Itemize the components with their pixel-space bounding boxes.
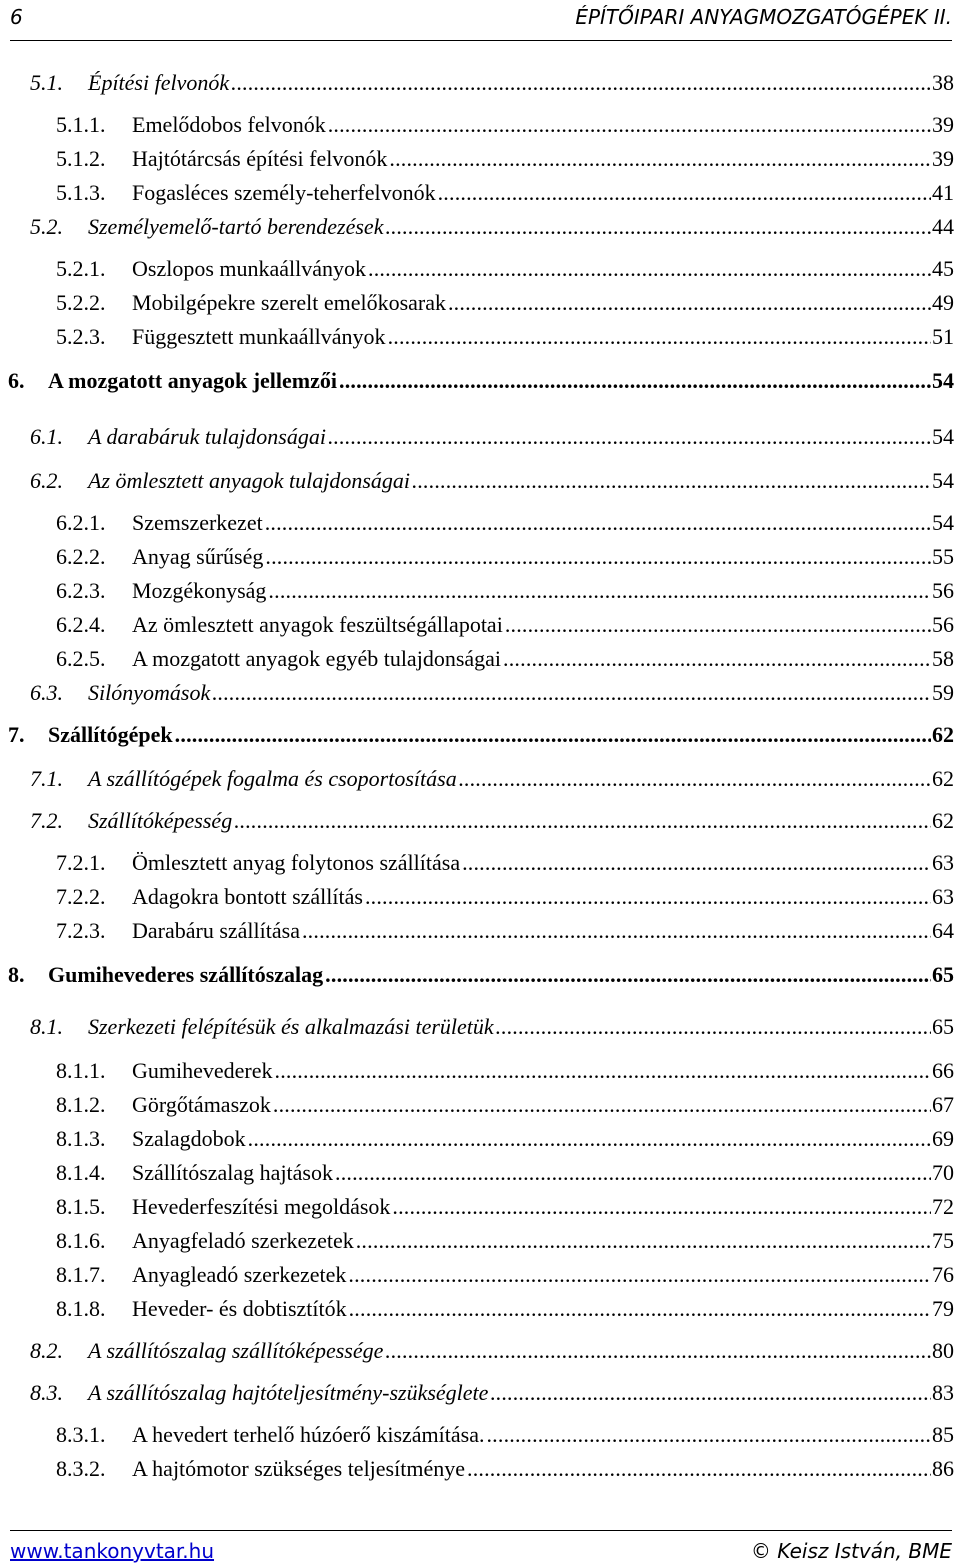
dot-leader (448, 288, 931, 318)
toc-entry-leader-line (132, 1192, 954, 1222)
toc-entry[interactable] (0, 1378, 960, 1408)
toc-entry-title: Az ömlesztett anyagok tulajdonságai (88, 468, 411, 493)
toc-entry-title: Hajtótárcsás építési felvonók (132, 146, 388, 171)
toc-entry-leader-line (132, 322, 954, 352)
toc-entry[interactable] (0, 1420, 960, 1450)
toc-entry-page: 55 (932, 544, 954, 569)
dot-leader (268, 576, 931, 606)
toc-entry-title: Anyagfeladó szerkezetek (132, 1228, 354, 1253)
dot-leader (412, 466, 931, 496)
toc-entry-page: 62 (932, 808, 954, 833)
toc-entry-title: Görgőtámaszok (132, 1092, 271, 1117)
toc-entry[interactable] (0, 178, 960, 208)
toc-entry-title: A hajtómotor szükséges teljesítménye (132, 1456, 465, 1481)
toc-entry-number: 7. (8, 722, 25, 747)
toc-entry-leader-line (132, 1294, 954, 1324)
toc-entry-leader-line (132, 1454, 954, 1484)
toc-entry-number: 6.2.5. (56, 646, 106, 671)
toc-entry-title: Mozgékonyság (132, 578, 267, 603)
toc-entry-number: 8. (8, 962, 25, 987)
toc-entry-leader-line (132, 848, 954, 878)
toc-entry-title: Oszlopos munkaállványok (132, 256, 367, 281)
page-number: 6 (10, 5, 23, 29)
toc-entry-title: A mozgatott anyagok egyéb tulajdonságai (132, 646, 502, 671)
toc-entry-page: 44 (932, 214, 954, 239)
toc-entry-page: 54 (932, 510, 954, 535)
dot-leader (339, 366, 931, 396)
toc-entry-leader-line (132, 542, 954, 572)
toc-entry-page: 66 (932, 1058, 954, 1083)
toc-entry-title: Silónyomások (88, 680, 211, 705)
toc-entry-number: 8.2. (30, 1338, 63, 1363)
dot-leader (356, 1226, 931, 1256)
toc-entry-leader-line (132, 1090, 954, 1120)
toc-entry-leader-line (132, 1260, 954, 1290)
toc-entry-leader-line (132, 288, 954, 318)
toc-entry-number: 8.1.1. (56, 1058, 106, 1083)
toc-entry-page: 72 (932, 1194, 954, 1219)
toc-entry[interactable] (0, 1192, 960, 1222)
toc-entry[interactable] (0, 764, 960, 794)
dot-leader (302, 916, 931, 946)
toc-entry[interactable] (0, 610, 960, 640)
toc-entry-title: Szerkezeti felépítésük és alkalmazási területük (88, 1014, 494, 1039)
toc-entry[interactable] (0, 212, 960, 242)
toc-entry[interactable] (0, 68, 960, 98)
toc-entry-leader-line (48, 960, 954, 990)
dot-leader (275, 1056, 932, 1086)
toc-entry-leader-line (132, 178, 954, 208)
toc-entry-number: 8.3.2. (56, 1456, 106, 1481)
toc-entry-leader-line (132, 1420, 954, 1450)
toc-entry-title: Darabáru szállítása (132, 918, 300, 943)
toc-entry-number: 7.2.2. (56, 884, 106, 909)
dot-leader (496, 1012, 931, 1042)
toc-entry[interactable] (0, 916, 960, 946)
toc-entry-title: Emelődobos felvonók (132, 112, 326, 137)
dot-leader (335, 1158, 931, 1188)
toc-entry-leader-line (132, 916, 954, 946)
toc-entry-number: 5.2.2. (56, 290, 106, 315)
toc-entry-page: 86 (932, 1456, 954, 1481)
toc-entry-number: 5.1. (30, 70, 63, 95)
toc-entry-page: 83 (932, 1380, 954, 1405)
toc-entry[interactable] (0, 144, 960, 174)
dot-leader (385, 1336, 931, 1366)
toc-entry-leader-line (88, 678, 954, 708)
dot-leader (231, 68, 931, 98)
toc-entry-number: 8.1.6. (56, 1228, 106, 1253)
dot-leader (505, 610, 931, 640)
dot-leader (467, 1454, 931, 1484)
toc-entry-page: 56 (932, 578, 954, 603)
dot-leader (328, 422, 931, 452)
toc-entry-leader-line (48, 366, 954, 396)
toc-entry-title: Anyagleadó szerkezetek (132, 1262, 347, 1287)
toc-entry-title: Szállítószalag hajtások (132, 1160, 333, 1185)
toc-entry-page: 70 (932, 1160, 954, 1185)
toc-entry-page: 80 (932, 1338, 954, 1363)
toc-entry-page: 41 (932, 180, 954, 205)
toc-entry[interactable] (0, 882, 960, 912)
toc-entry[interactable] (0, 1260, 960, 1290)
dot-leader (459, 764, 931, 794)
toc-entry[interactable] (0, 542, 960, 572)
toc-entry-title: A hevedert terhelő húzóerő kiszámítása. (132, 1422, 485, 1447)
toc-entry-leader-line (132, 644, 954, 674)
toc-entry-leader-line (48, 720, 954, 750)
toc-entry-number: 6.2.4. (56, 612, 106, 637)
toc-entry-leader-line (132, 1056, 954, 1086)
dot-leader (348, 1260, 931, 1290)
toc-entry-title: A szállítószalag szállítóképessége (88, 1338, 384, 1363)
toc-entry-number: 5.1.2. (56, 146, 106, 171)
dot-leader (438, 178, 931, 208)
running-title: ÉPÍTŐIPARI ANYAGMOZGATÓGÉPEK II. (575, 5, 952, 29)
dot-leader (175, 720, 931, 750)
toc-entry-number: 7.2.1. (56, 850, 106, 875)
toc-entry-page: 65 (932, 1014, 954, 1039)
dot-leader (212, 678, 931, 708)
toc-entry-number: 7.2. (30, 808, 63, 833)
toc-entry[interactable] (0, 322, 960, 352)
toc-entry[interactable] (0, 466, 960, 496)
copyright-notice: © Keisz István, BME (750, 1539, 952, 1563)
dot-leader (486, 1420, 931, 1450)
dot-leader (503, 644, 931, 674)
toc-entry-leader-line (132, 144, 954, 174)
toc-entry-leader-line (132, 110, 954, 140)
toc-entry-page: 39 (932, 146, 954, 171)
toc-entry[interactable] (0, 720, 960, 750)
toc-entry-leader-line (132, 1124, 954, 1154)
toc-entry-number: 6.2.3. (56, 578, 106, 603)
toc-entry[interactable] (0, 576, 960, 606)
toc-entry-page: 56 (932, 612, 954, 637)
toc-entry-number: 5.1.1. (56, 112, 106, 137)
toc-entry-number: 8.1.3. (56, 1126, 106, 1151)
dot-leader (349, 1294, 931, 1324)
toc-entry[interactable] (0, 1012, 960, 1042)
toc-entry-number: 6.2. (30, 468, 63, 493)
toc-entry-page: 59 (932, 680, 954, 705)
toc-entry-number: 8.1.8. (56, 1296, 106, 1321)
toc-entry-page: 85 (932, 1422, 954, 1447)
toc-entry-page: 51 (932, 324, 954, 349)
toc-entry-leader-line (88, 422, 954, 452)
toc-entry[interactable] (0, 1056, 960, 1086)
toc-entry-number: 8.1. (30, 1014, 63, 1039)
dot-leader (265, 542, 931, 572)
toc-entry[interactable] (0, 678, 960, 708)
toc-entry-page: 63 (932, 884, 954, 909)
toc-entry-number: 5.1.3. (56, 180, 106, 205)
toc-entry-title: Ömlesztett anyag folytonos szállítása (132, 850, 461, 875)
toc-entry-number: 7.2.3. (56, 918, 106, 943)
toc-entry-number: 6.2.1. (56, 510, 106, 535)
website-link[interactable]: www.tankonyvtar.hu (10, 1539, 215, 1563)
toc-entry-number: 8.1.2. (56, 1092, 106, 1117)
toc-entry-title: Anyag sűrűség (132, 544, 264, 569)
toc-entry-title: Heveder- és dobtisztítók (132, 1296, 347, 1321)
dot-leader (462, 848, 931, 878)
toc-entry-page: 69 (932, 1126, 954, 1151)
toc-entry[interactable] (0, 960, 960, 990)
toc-entry-page: 58 (932, 646, 954, 671)
toc-entry-number: 8.1.7. (56, 1262, 106, 1287)
dot-leader (389, 144, 931, 174)
toc-entry-title: A szállítógépek fogalma és csoportosítása (88, 766, 457, 791)
toc-entry-page: 75 (932, 1228, 954, 1253)
dot-leader (325, 960, 931, 990)
dot-leader (385, 212, 931, 242)
toc-entry-number: 7.1. (30, 766, 63, 791)
toc-entry-title: Az ömlesztett anyagok feszültségállapotai (132, 612, 503, 637)
toc-entry-title: Szállítóképesség (88, 808, 233, 833)
toc-entry-title: Függesztett munkaállványok (132, 324, 386, 349)
toc-entry-title: Mobilgépekre szerelt emelőkosarak (132, 290, 446, 315)
toc-entry[interactable] (0, 1294, 960, 1324)
toc-entry-leader-line (132, 254, 954, 284)
toc-entry-number: 6.1. (30, 424, 63, 449)
toc-entry-page: 79 (932, 1296, 954, 1321)
toc-entry-page: 54 (932, 468, 954, 493)
toc-entry-number: 5.2.1. (56, 256, 106, 281)
toc-entry[interactable] (0, 1454, 960, 1484)
dot-leader (368, 254, 931, 284)
dot-leader (328, 110, 931, 140)
toc-entry-title: Szemszerkezet (132, 510, 263, 535)
toc-entry-title: Hevederfeszítési megoldások (132, 1194, 391, 1219)
dot-leader (234, 806, 931, 836)
toc-entry-page: 62 (932, 722, 954, 747)
toc-entry-leader-line (88, 466, 954, 496)
toc-entry[interactable] (0, 1158, 960, 1188)
toc-entry-leader-line (88, 1336, 954, 1366)
toc-entry[interactable] (0, 1124, 960, 1154)
toc-entry-page: 54 (932, 424, 954, 449)
toc-entry[interactable] (0, 1336, 960, 1366)
toc-entry-page: 49 (932, 290, 954, 315)
toc-entry-page: 63 (932, 850, 954, 875)
toc-entry-leader-line (132, 882, 954, 912)
toc-entry-title: Személyemelő-tartó berendezések (88, 214, 384, 239)
toc-entry-page: 67 (932, 1092, 954, 1117)
dot-leader (365, 882, 931, 912)
toc-entry-leader-line (132, 576, 954, 606)
dot-leader (265, 508, 931, 538)
toc-entry-title: Gumihevederes szállítószalag (48, 962, 324, 987)
toc-entry-number: 8.3.1. (56, 1422, 106, 1447)
toc-entry-leader-line (88, 806, 954, 836)
toc-entry-page: 38 (932, 70, 954, 95)
toc-entry-number: 5.2.3. (56, 324, 106, 349)
toc-entry-page: 65 (932, 962, 954, 987)
toc-entry-leader-line (88, 212, 954, 242)
toc-entry-page: 64 (932, 918, 954, 943)
toc-entry[interactable] (0, 254, 960, 284)
toc-entry-leader-line (88, 68, 954, 98)
toc-entry-title: Gumihevederek (132, 1058, 273, 1083)
toc-entry[interactable] (0, 422, 960, 452)
toc-entry-number: 8.3. (30, 1380, 63, 1405)
toc-entry[interactable] (0, 1226, 960, 1256)
toc-entry-title: Fogasléces személy-teherfelvonók (132, 180, 436, 205)
toc-entry-page: 54 (932, 368, 954, 393)
toc-entry-title: Adagokra bontott szállítás (132, 884, 363, 909)
toc-entry-number: 6.3. (30, 680, 63, 705)
page-footer (10, 1530, 952, 1567)
toc-entry-page: 76 (932, 1262, 954, 1287)
toc-entry[interactable] (0, 508, 960, 538)
toc-entry-number: 6. (8, 368, 25, 393)
toc-entry-leader-line (88, 764, 954, 794)
toc-entry-title: A szállítószalag hajtóteljesítmény-szükséglete (88, 1380, 489, 1405)
toc-entry-number: 5.2. (30, 214, 63, 239)
toc-entry-number: 6.2.2. (56, 544, 106, 569)
dot-leader (388, 322, 931, 352)
toc-entry-leader-line (88, 1012, 954, 1042)
toc-entry-leader-line (88, 1378, 954, 1408)
toc-entry-title: A darabáruk tulajdonságai (88, 424, 326, 449)
toc-entry-number: 8.1.5. (56, 1194, 106, 1219)
toc-entry-title: A mozgatott anyagok jellemzői (48, 368, 337, 393)
toc-entry[interactable] (0, 806, 960, 836)
toc-entry-page: 45 (932, 256, 954, 281)
toc-entry-leader-line (132, 1226, 954, 1256)
toc-entry-title: Szalagdobok (132, 1126, 246, 1151)
toc-entry-leader-line (132, 1158, 954, 1188)
toc-entry-page: 62 (932, 766, 954, 791)
toc-entry-leader-line (132, 508, 954, 538)
dot-leader (490, 1378, 931, 1408)
toc-entry[interactable] (0, 366, 960, 396)
toc-entry[interactable] (0, 1090, 960, 1120)
toc-entry[interactable] (0, 644, 960, 674)
toc-entry[interactable] (0, 848, 960, 878)
toc-entry[interactable] (0, 110, 960, 140)
toc-entry[interactable] (0, 288, 960, 318)
dot-leader (392, 1192, 931, 1222)
toc-entry-title: Építési felvonók (88, 70, 230, 95)
toc-entry-number: 8.1.4. (56, 1160, 106, 1185)
toc-entry-title: Szállítógépek (48, 722, 173, 747)
toc-entry-page: 39 (932, 112, 954, 137)
dot-leader (248, 1124, 931, 1154)
toc-entry-leader-line (132, 610, 954, 640)
dot-leader (273, 1090, 931, 1120)
